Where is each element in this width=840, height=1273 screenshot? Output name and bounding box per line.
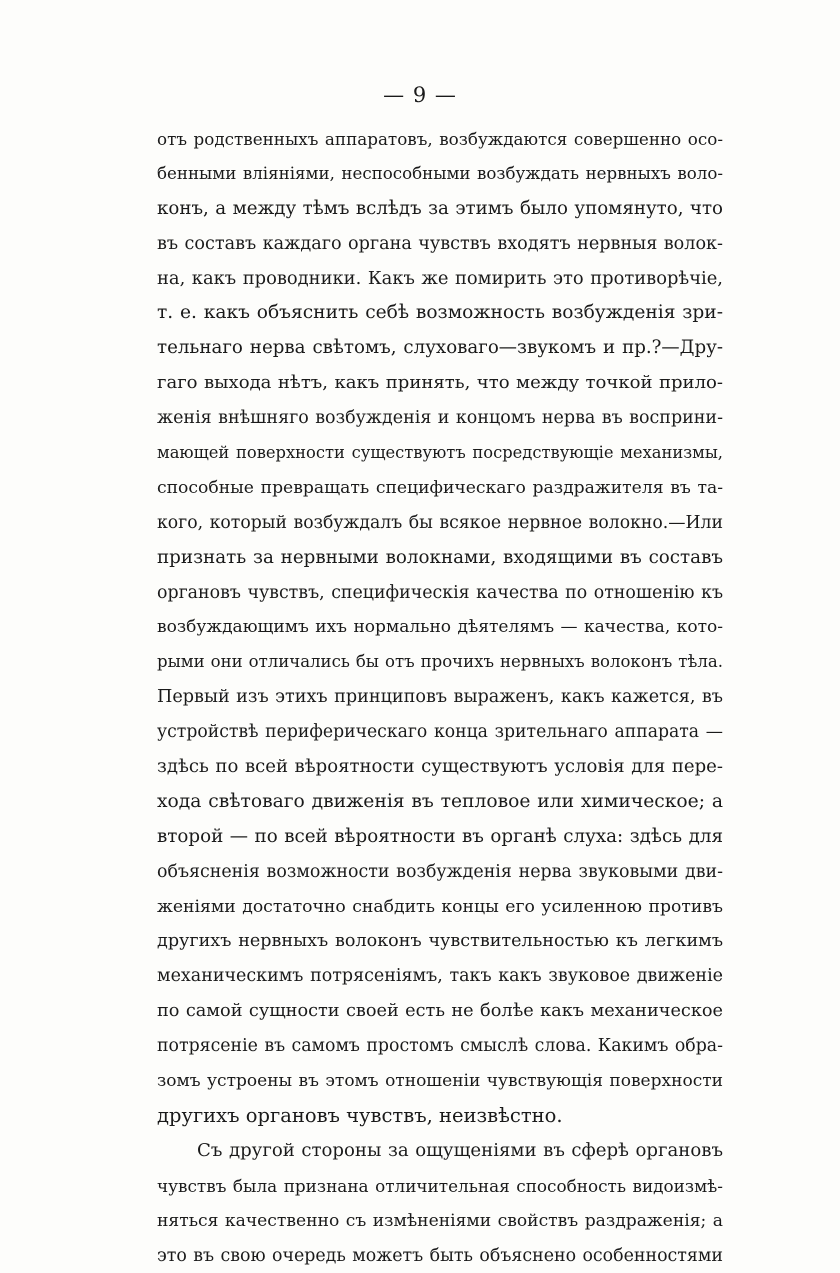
text-line: возбуждающимъ ихъ нормально дѣятелямъ — качества, кото- bbox=[157, 610, 723, 645]
text-line: устройствѣ периферическаго конца зрительнаго аппарата — bbox=[157, 715, 723, 750]
text-line: объясненiя возможности возбужденiя нерва звуковыми дви- bbox=[157, 855, 723, 890]
text-line: Съ другой стороны за ощущенiями въ сферѣ органовъ bbox=[157, 1134, 723, 1169]
text-line: зомъ устроены въ этомъ отношенiи чувствующiя поверхности bbox=[157, 1064, 723, 1099]
text-line: т. е. какъ объяснить себѣ возможность возбужденiя зри- bbox=[157, 296, 723, 331]
text-line: гаго выхода нѣтъ, какъ принять, что между точкой прило- bbox=[157, 366, 723, 401]
text-line: мающей поверхности существуютъ посредствующiе механизмы, bbox=[157, 436, 723, 471]
text-line: по самой сущности своей есть не болѣе какъ механическое bbox=[157, 994, 723, 1029]
text-line: хода свѣтоваго движенiя въ тепловое или химическое; а bbox=[157, 785, 723, 820]
paragraph-2 bbox=[157, 1134, 723, 1273]
text-line: бенными влiянiями, неспособными возбуждать нервныхъ воло- bbox=[157, 157, 723, 192]
text-line: здѣсь по всей вѣроятности существуютъ условiя для пере- bbox=[157, 750, 723, 785]
text-line: няться качественно съ измѣненiями свойствъ раздраженiя; а bbox=[157, 1204, 723, 1239]
text-line: другихъ органовъ чувствъ, неизвѣстно. bbox=[157, 1099, 723, 1134]
text-line: Первый изъ этихъ принциповъ выраженъ, какъ кажется, въ bbox=[157, 680, 723, 715]
text-line: рыми они отличались бы отъ прочихъ нервныхъ волоконъ тѣла. bbox=[157, 645, 723, 680]
text-line: на, какъ проводники. Какъ же помирить это противорѣчiе, bbox=[157, 262, 723, 297]
text-line: женiя внѣшняго возбужденiя и концомъ нерва въ восприни- bbox=[157, 401, 723, 436]
text-line: органовъ чувствъ, специфическiя качества по отношенiю къ bbox=[157, 576, 723, 611]
text-line: потрясенiе въ самомъ простомъ смыслѣ слова. Какимъ обра- bbox=[157, 1029, 723, 1064]
text-line: тельнаго нерва свѣтомъ, слуховаго—звукомъ и пр.?—Дру- bbox=[157, 331, 723, 366]
text-line: въ составъ каждаго органа чувствъ входятъ нервныя волок- bbox=[157, 227, 723, 262]
text-line: другихъ нервныхъ волоконъ чувствительностью къ легкимъ bbox=[157, 924, 723, 959]
text-line: способные превращать специфическаго раздражителя въ та- bbox=[157, 471, 723, 506]
text-line: конъ, а между тѣмъ вслѣдъ за этимъ было упомянуто, что bbox=[157, 192, 723, 227]
text-line: отъ родственныхъ аппаратовъ, возбуждаются совершенно осо- bbox=[157, 122, 723, 157]
body-text bbox=[157, 122, 723, 1273]
text-line: механическимъ потрясенiямъ, такъ какъ звуковое движенiе bbox=[157, 959, 723, 994]
text-line: это въ свою очередь можетъ быть объяснено особенностями bbox=[157, 1239, 723, 1273]
page-number: — 9 — bbox=[0, 80, 840, 110]
text-line: признать за нервными волокнами, входящими въ составъ bbox=[157, 541, 723, 576]
paragraph-1 bbox=[157, 122, 723, 1134]
text-line: второй — по всей вѣроятности въ органѣ слуха: здѣсь для bbox=[157, 820, 723, 855]
text-line: женiями достаточно снабдить концы его усиленною противъ bbox=[157, 890, 723, 925]
text-line: кого, который возбуждалъ бы всякое нервное волокно.—Или bbox=[157, 506, 723, 541]
text-line: чувствъ была признана отличительная способность видоизмѣ- bbox=[157, 1169, 723, 1204]
